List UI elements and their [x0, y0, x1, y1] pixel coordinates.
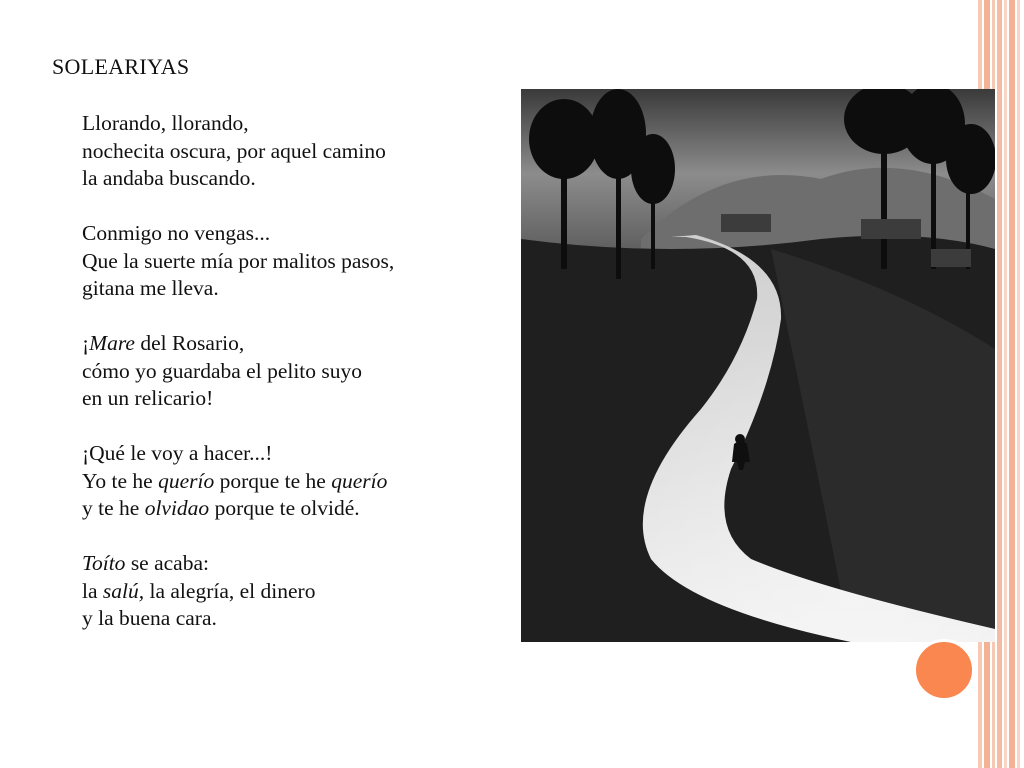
poem-line [82, 550, 522, 578]
poem-stanza [82, 330, 522, 413]
poem-text: nochecita oscura, por aquel camino [82, 138, 386, 163]
road-photo-illustration [521, 89, 995, 642]
poem-text: ¡Qué le voy a hacer...! [82, 441, 273, 465]
poem-text: la [82, 578, 103, 603]
poem-text: gitana me lleva. [82, 276, 219, 300]
poem-line [82, 110, 522, 138]
poem-body [82, 110, 522, 660]
poem-text: porque te he [214, 468, 332, 493]
orange-circle-decoration [913, 639, 975, 701]
poem-text: Conmigo no vengas... [82, 221, 271, 245]
decorative-stripe [997, 0, 1002, 768]
poem-stanza [82, 550, 522, 633]
poem-text: en un relicario! [82, 386, 214, 410]
poem-text: y la buena cara. [82, 606, 217, 630]
poem-line [82, 248, 522, 276]
poem-line [82, 495, 522, 523]
decorative-stripe [1009, 0, 1015, 768]
poem-italic-word: olvidao [144, 496, 210, 520]
slide-title: SOLEARIYAS [52, 54, 190, 79]
poem-line [82, 220, 522, 248]
poem-stanza [82, 220, 522, 303]
poem-line [82, 440, 522, 468]
decorative-stripe [1017, 0, 1020, 768]
poem-line [82, 275, 522, 303]
poem-text: Yo te he [82, 468, 159, 493]
poem-italic-word: salú, [102, 578, 145, 603]
poem-text: se acaba: [125, 551, 209, 575]
poem-line [82, 358, 522, 386]
poem-text: Llorando, llorando, [82, 111, 249, 135]
poem-text: la andaba buscando. [82, 166, 256, 190]
poem-line [82, 138, 522, 166]
poem-line [82, 330, 522, 358]
poem-italic-word: Mare [89, 331, 135, 355]
poem-line [82, 605, 522, 633]
poem-stanza [82, 110, 522, 193]
poem-line [82, 578, 522, 606]
poem-line [82, 165, 522, 193]
poem-text: cómo yo guardaba el pelito suyo [82, 358, 363, 383]
poem-line [82, 468, 522, 496]
poem-text: porque te olvidé. [209, 496, 360, 520]
poem-italic-word: querío [331, 468, 388, 493]
poem-text: del Rosario, [134, 331, 245, 355]
poem-text: la alegría, el dinero [144, 578, 316, 603]
poem-italic-word: Toíto [82, 551, 126, 575]
poem-text: y te he [82, 496, 145, 520]
decorative-stripe [1004, 0, 1007, 768]
poem-line [82, 385, 522, 413]
poem-italic-word: querío [158, 468, 215, 493]
poem-stanza [82, 440, 522, 523]
poem-text: ¡ [82, 331, 90, 355]
poem-text: Que la suerte mía por malitos pasos, [82, 248, 395, 273]
road-photo [521, 89, 995, 642]
